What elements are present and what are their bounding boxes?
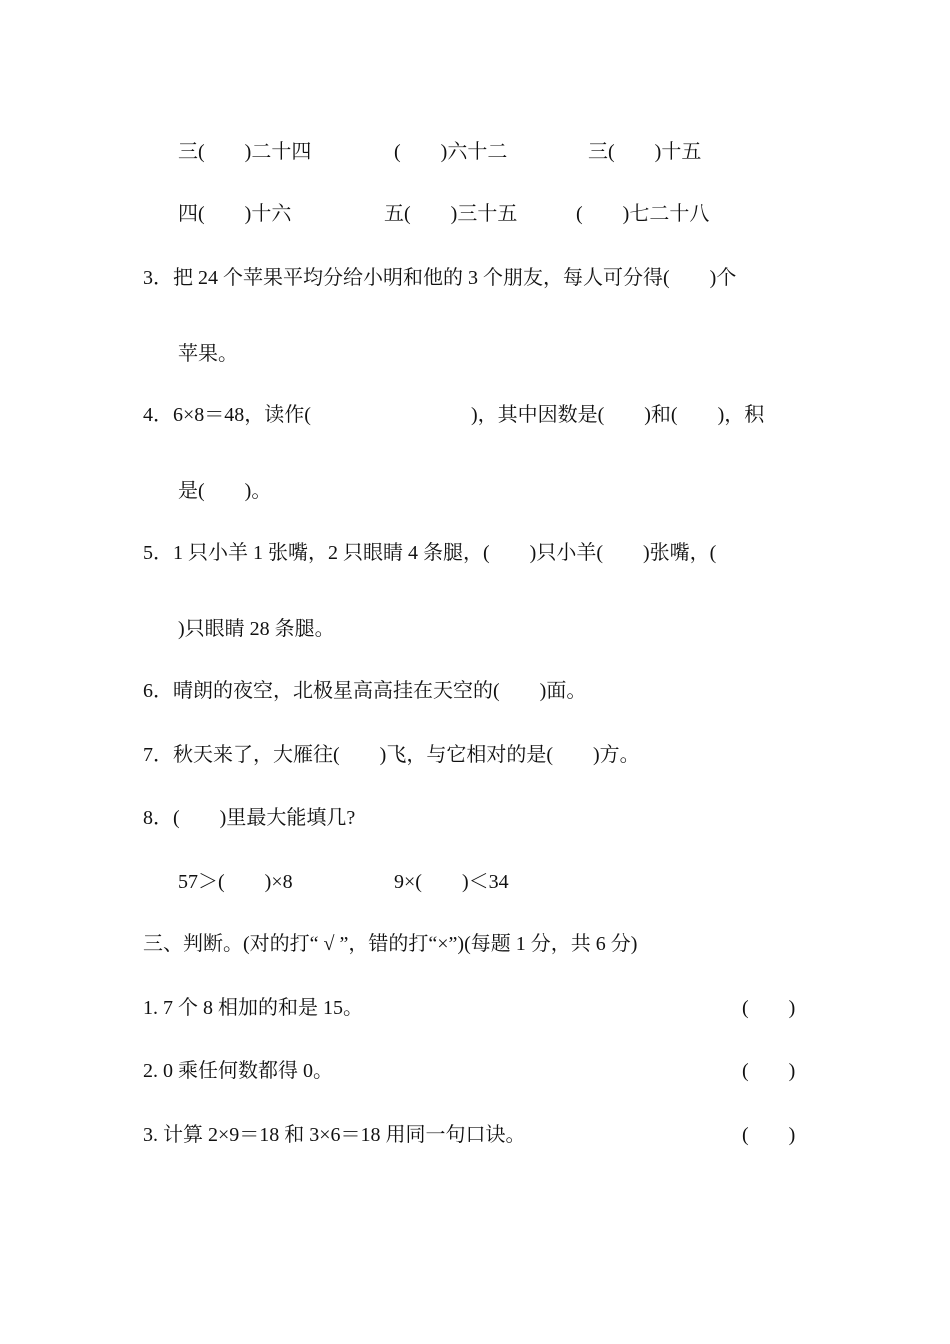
question-7: 7．秋天来了，大雁往( )飞，与它相对的是( )方。 xyxy=(143,744,640,766)
question-text: 8．( )里最大能填几? xyxy=(143,807,356,829)
fill-item: 四( )十六 xyxy=(178,203,292,225)
question-text-cont: 苹果。 xyxy=(178,343,238,365)
question-text-cont: 是( )。 xyxy=(178,480,272,502)
question-8b: 9×( )＜34 xyxy=(394,871,509,893)
answer-paren: ( ) xyxy=(742,1124,796,1146)
fill-item: 三( )十五 xyxy=(588,141,702,163)
question-text: 3．把 24 个苹果平均分给小明和他的 3 个朋友，每人可分得( )个 xyxy=(143,267,737,289)
fill-item: 三( )二十四 xyxy=(178,141,312,163)
fill-item: ( )七二十八 xyxy=(576,203,710,225)
question-text: 4．6×8＝48，读作( )，其中因数是( )和( )，积 xyxy=(143,404,765,426)
section-heading: 三、判断。(对的打“ √ ”，错的打“×”)(每题 1 分，共 6 分) xyxy=(143,933,638,955)
question-8a: 57＞( )×8 xyxy=(178,871,293,893)
fill-item: ( )六十二 xyxy=(394,141,508,163)
answer-paren: ( ) xyxy=(742,997,796,1019)
judge-text: 2. 0 乘任何数都得 0。 xyxy=(143,1060,333,1082)
answer-paren: ( ) xyxy=(742,1060,796,1082)
question-text-cont: )只眼睛 28 条腿。 xyxy=(178,618,335,640)
question-text: 5．1 只小羊 1 张嘴，2 只眼睛 4 条腿，( )只小羊( )张嘴，( xyxy=(143,542,717,564)
question-6: 6．晴朗的夜空，北极星高高挂在天空的( )面。 xyxy=(143,680,587,702)
judge-text: 1. 7 个 8 相加的和是 15。 xyxy=(143,997,363,1019)
judge-text: 3. 计算 2×9＝18 和 3×6＝18 用同一句口诀。 xyxy=(143,1124,526,1146)
fill-item: 五( )三十五 xyxy=(384,203,518,225)
